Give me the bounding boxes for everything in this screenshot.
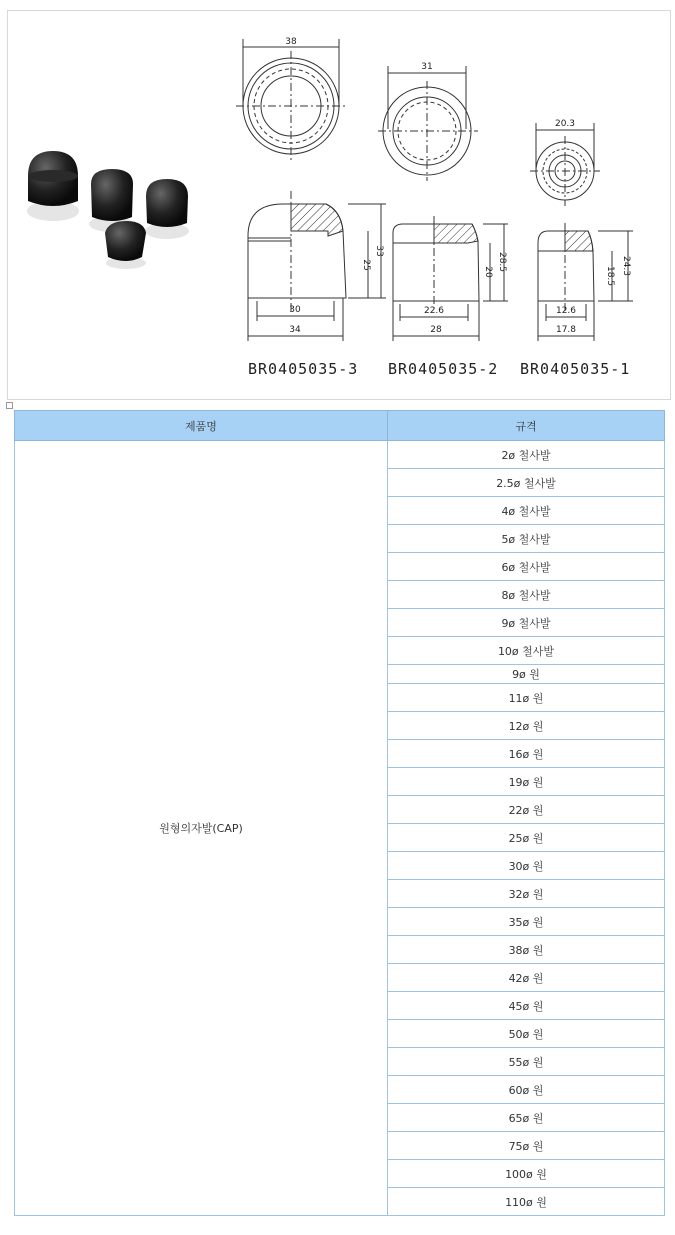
dim-30: 30 [289, 305, 301, 315]
spec-cell: 30ø 원 [388, 852, 665, 880]
spec-cell: 2ø 철사발 [388, 441, 665, 469]
spec-cell: 10ø 철사발 [388, 637, 665, 665]
spec-cell: 9ø 철사발 [388, 609, 665, 637]
dim-20: 20 [483, 266, 493, 278]
dim-31: 31 [421, 62, 433, 72]
spec-table-body [15, 441, 665, 1216]
dim-17-8: 17.8 [555, 325, 577, 335]
table-header-row [15, 411, 665, 441]
dim-38: 38 [285, 37, 297, 47]
spec-cell: 100ø 원 [388, 1160, 665, 1188]
spec-cell: 75ø 원 [388, 1132, 665, 1160]
table-row [15, 441, 665, 469]
dim-34: 34 [289, 325, 301, 335]
header-spec: 규격 [388, 411, 665, 441]
spec-cell: 6ø 철사발 [388, 553, 665, 581]
spec-cell: 25ø 원 [388, 824, 665, 852]
dim-28: 28 [430, 325, 442, 335]
model-label-3: BR0405035-3 [248, 360, 359, 378]
section-hatching [291, 204, 593, 251]
dim-28-5: 28.5 [497, 251, 507, 273]
image-anchor-icon [6, 402, 13, 409]
dim-25: 25 [361, 259, 371, 271]
product-figure [7, 10, 671, 400]
drawing-lines [236, 39, 633, 341]
model-label-1: BR0405035-1 [520, 360, 631, 378]
product-photo [27, 151, 189, 269]
spec-cell: 19ø 원 [388, 768, 665, 796]
spec-cell: 65ø 원 [388, 1104, 665, 1132]
spec-cell: 22ø 원 [388, 796, 665, 824]
spec-cell: 2.5ø 철사발 [388, 469, 665, 497]
spec-cell: 45ø 원 [388, 992, 665, 1020]
dim-12-6: 12.6 [555, 306, 577, 316]
spec-cell: 5ø 철사발 [388, 525, 665, 553]
spec-cell: 16ø 원 [388, 740, 665, 768]
spec-cell: 38ø 원 [388, 936, 665, 964]
spec-table [14, 410, 665, 1216]
model-label-2: BR0405035-2 [388, 360, 499, 378]
product-name-cell: 원형의자발(CAP) [15, 441, 388, 1216]
dim-22-6: 22.6 [423, 306, 445, 316]
spec-cell: 60ø 원 [388, 1076, 665, 1104]
spec-cell: 9ø 원 [388, 665, 665, 684]
dim-24-3: 24.3 [621, 255, 631, 277]
spec-cell: 8ø 철사발 [388, 581, 665, 609]
dim-20-3: 20.3 [554, 119, 576, 129]
spec-cell: 55ø 원 [388, 1048, 665, 1076]
spec-cell: 32ø 원 [388, 880, 665, 908]
spec-cell: 110ø 원 [388, 1188, 665, 1216]
spec-cell: 35ø 원 [388, 908, 665, 936]
spec-cell: 42ø 원 [388, 964, 665, 992]
technical-drawing [8, 11, 672, 401]
dim-33: 33 [374, 245, 384, 257]
spec-cell: 4ø 철사발 [388, 497, 665, 525]
spec-cell: 11ø 원 [388, 684, 665, 712]
spec-cell: 50ø 원 [388, 1020, 665, 1048]
header-product-name: 제품명 [15, 411, 388, 441]
dim-18-5: 18.5 [605, 265, 615, 287]
spec-cell: 12ø 원 [388, 712, 665, 740]
